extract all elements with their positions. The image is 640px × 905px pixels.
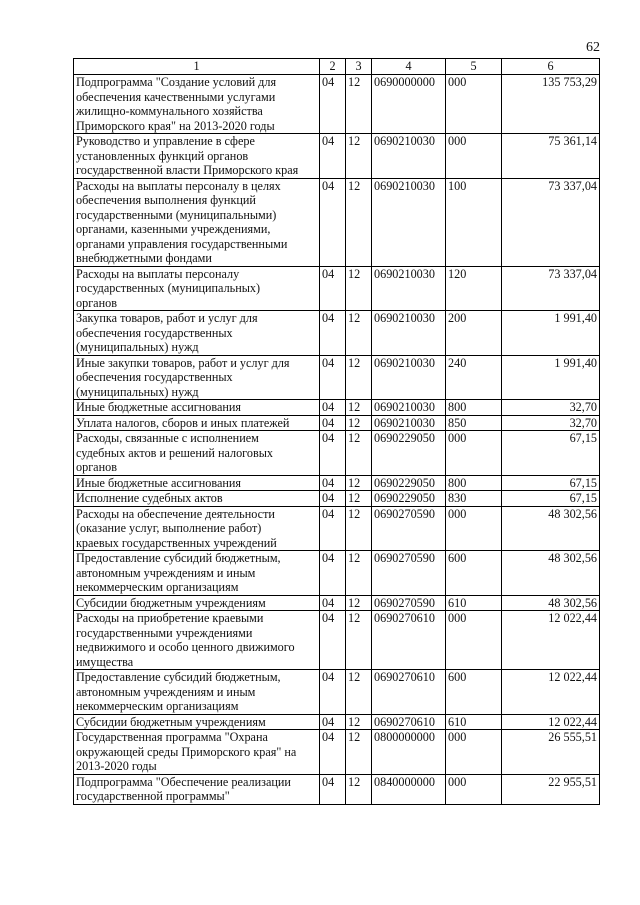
table-row xyxy=(74,774,600,804)
description-line: некоммерческим организациям xyxy=(76,699,239,713)
row-target-article: 0690270590 xyxy=(372,551,446,596)
row-expense-type: 000 xyxy=(446,431,502,476)
description-line: установленных функций органов xyxy=(76,148,249,163)
row-section-code: 04 xyxy=(320,491,346,507)
row-target-article: 0800000000 xyxy=(372,730,446,775)
description-line: имущества xyxy=(76,654,134,669)
row-subsection-code: 12 xyxy=(346,551,372,596)
page-number: 62 xyxy=(586,40,600,55)
row-description xyxy=(74,415,320,431)
description-line: судебных актов и решений налоговых xyxy=(76,445,273,460)
row-subsection-code: 12 xyxy=(346,415,372,431)
row-description xyxy=(74,75,320,134)
row-expense-type: 600 xyxy=(446,551,502,596)
description-line: Иные бюджетные ассигнования xyxy=(76,475,242,490)
row-expense-type: 800 xyxy=(446,475,502,491)
description-line: Субсидии бюджетным учреждениям xyxy=(76,714,266,729)
row-description xyxy=(74,714,320,730)
row-target-article: 0690270590 xyxy=(372,506,446,551)
table-row xyxy=(74,431,600,476)
row-description xyxy=(74,774,320,804)
row-subsection-code: 12 xyxy=(346,611,372,670)
description-line: Подпрограмма "Обеспечение реализации xyxy=(76,774,291,789)
row-amount: 73 337,04 xyxy=(502,266,600,311)
description-line: государственной программы" xyxy=(76,789,230,803)
row-section-code: 04 xyxy=(320,355,346,400)
row-section-code: 04 xyxy=(320,670,346,715)
row-target-article: 0690210030 xyxy=(372,311,446,356)
row-description xyxy=(74,355,320,400)
row-subsection-code: 12 xyxy=(346,475,372,491)
description-line: Расходы на выплаты персоналу xyxy=(76,266,240,281)
description-line: государственных (муниципальных) xyxy=(76,281,261,295)
row-subsection-code: 12 xyxy=(346,714,372,730)
row-description xyxy=(74,611,320,670)
row-expense-type: 600 xyxy=(446,670,502,715)
row-expense-type: 240 xyxy=(446,355,502,400)
row-subsection-code: 12 xyxy=(346,506,372,551)
row-expense-type: 000 xyxy=(446,75,502,134)
row-expense-type: 800 xyxy=(446,400,502,416)
row-target-article: 0690210030 xyxy=(372,266,446,311)
description-line: обеспечения выполнения функций xyxy=(76,193,256,207)
description-line: органов xyxy=(76,295,117,310)
row-expense-type: 200 xyxy=(446,311,502,356)
row-description xyxy=(74,506,320,551)
row-subsection-code: 12 xyxy=(346,774,372,804)
row-amount: 32,70 xyxy=(502,400,600,416)
row-amount: 73 337,04 xyxy=(502,178,600,266)
row-description xyxy=(74,670,320,715)
row-section-code: 04 xyxy=(320,730,346,775)
row-section-code: 04 xyxy=(320,415,346,431)
description-line: (муниципальных) нужд xyxy=(76,340,199,354)
row-description xyxy=(74,475,320,491)
description-line: Иные бюджетные ассигнования xyxy=(76,400,242,414)
row-amount: 48 302,56 xyxy=(502,595,600,611)
row-subsection-code: 12 xyxy=(346,730,372,775)
description-line: некоммерческим организациям xyxy=(76,580,239,594)
description-line: Уплата налогов, сборов и иных платежей xyxy=(76,415,290,430)
row-expense-type: 000 xyxy=(446,611,502,670)
description-line: 2013-2020 годы xyxy=(76,759,157,773)
row-amount: 135 753,29 xyxy=(502,75,600,134)
description-line: Предоставление субсидий бюджетным, xyxy=(76,670,281,684)
row-target-article: 0690210030 xyxy=(372,415,446,431)
table-row xyxy=(74,611,600,670)
row-description xyxy=(74,311,320,356)
row-target-article: 0690210030 xyxy=(372,400,446,416)
row-target-article: 0690000000 xyxy=(372,75,446,134)
description-line: Исполнение судебных актов xyxy=(76,491,223,505)
row-subsection-code: 12 xyxy=(346,670,372,715)
table-row xyxy=(74,595,600,611)
row-description xyxy=(74,400,320,416)
description-line: внебюджетными фондами xyxy=(76,251,212,265)
row-section-code: 04 xyxy=(320,551,346,596)
description-line: Субсидии бюджетным учреждениям xyxy=(76,595,266,610)
description-line: Закупка товаров, работ и услуг для xyxy=(76,311,258,325)
table-row xyxy=(74,551,600,596)
row-section-code: 04 xyxy=(320,266,346,311)
description-line: Приморского края" на 2013-2020 годы xyxy=(76,118,275,133)
row-amount: 12 022,44 xyxy=(502,714,600,730)
row-amount: 22 955,51 xyxy=(502,774,600,804)
description-line: обеспечения государственных xyxy=(76,370,233,384)
row-section-code: 04 xyxy=(320,506,346,551)
description-line: органов xyxy=(76,460,117,474)
table-row xyxy=(74,506,600,551)
row-subsection-code: 12 xyxy=(346,491,372,507)
row-subsection-code: 12 xyxy=(346,355,372,400)
row-section-code: 04 xyxy=(320,75,346,134)
description-line: государственными учреждениями xyxy=(76,625,253,640)
description-line: Расходы на выплаты персоналу в целях xyxy=(76,178,281,193)
row-description xyxy=(74,178,320,266)
row-target-article: 0690229050 xyxy=(372,491,446,507)
row-section-code: 04 xyxy=(320,774,346,804)
row-amount: 32,70 xyxy=(502,415,600,431)
row-description xyxy=(74,266,320,311)
table-row xyxy=(74,355,600,400)
description-line: (муниципальных) нужд xyxy=(76,384,199,399)
row-amount: 26 555,51 xyxy=(502,730,600,775)
row-target-article: 0690210030 xyxy=(372,178,446,266)
row-amount: 67,15 xyxy=(502,475,600,491)
row-section-code: 04 xyxy=(320,714,346,730)
table-row xyxy=(74,475,600,491)
row-description xyxy=(74,491,320,507)
row-section-code: 04 xyxy=(320,431,346,476)
row-expense-type: 000 xyxy=(446,134,502,179)
table-row xyxy=(74,415,600,431)
row-section-code: 04 xyxy=(320,611,346,670)
row-target-article: 0690210030 xyxy=(372,355,446,400)
row-expense-type: 610 xyxy=(446,714,502,730)
row-amount: 48 302,56 xyxy=(502,551,600,596)
row-subsection-code: 12 xyxy=(346,266,372,311)
row-expense-type: 120 xyxy=(446,266,502,311)
row-amount: 75 361,14 xyxy=(502,134,600,179)
row-section-code: 04 xyxy=(320,475,346,491)
table-row xyxy=(74,491,600,507)
row-amount: 12 022,44 xyxy=(502,670,600,715)
description-line: Расходы, связанные с исполнением xyxy=(76,431,259,445)
header-col-5: 5 xyxy=(446,59,502,75)
budget-table xyxy=(73,58,600,805)
description-line: Руководство и управление в сфере xyxy=(76,134,255,148)
description-line: Иные закупки товаров, работ и услуг для xyxy=(76,355,290,370)
description-line: жилищно-коммунального хозяйства xyxy=(76,104,263,118)
header-col-2: 2 xyxy=(320,59,346,75)
row-target-article: 0690210030 xyxy=(372,134,446,179)
row-subsection-code: 12 xyxy=(346,75,372,134)
row-section-code: 04 xyxy=(320,311,346,356)
row-expense-type: 000 xyxy=(446,730,502,775)
description-line: обеспечения государственных xyxy=(76,325,233,340)
row-expense-type: 000 xyxy=(446,506,502,551)
table-row xyxy=(74,311,600,356)
row-target-article: 0690270590 xyxy=(372,595,446,611)
row-amount: 48 302,56 xyxy=(502,506,600,551)
row-target-article: 0690229050 xyxy=(372,431,446,476)
description-line: обеспечения качественными услугами xyxy=(76,89,276,104)
description-line: Государственная программа "Охрана xyxy=(76,730,268,744)
description-line: государственными (муниципальными) xyxy=(76,207,277,222)
row-section-code: 04 xyxy=(320,595,346,611)
description-line: Предоставление субсидий бюджетным, xyxy=(76,551,281,565)
row-target-article: 0690270610 xyxy=(372,714,446,730)
row-expense-type: 850 xyxy=(446,415,502,431)
row-description xyxy=(74,551,320,596)
row-subsection-code: 12 xyxy=(346,178,372,266)
table-row xyxy=(74,400,600,416)
description-line: Расходы на обеспечение деятельности xyxy=(76,506,275,521)
row-amount: 1 991,40 xyxy=(502,311,600,356)
row-subsection-code: 12 xyxy=(346,431,372,476)
row-description xyxy=(74,134,320,179)
table-row xyxy=(74,714,600,730)
description-line: органами, казенными учреждениями, xyxy=(76,222,271,236)
description-line: Подпрограмма "Создание условий для xyxy=(76,75,277,89)
row-target-article: 0690270610 xyxy=(372,670,446,715)
header-col-6: 6 xyxy=(502,59,600,75)
row-subsection-code: 12 xyxy=(346,400,372,416)
description-line: государственной власти Приморского края xyxy=(76,163,299,177)
row-target-article: 0690270610 xyxy=(372,611,446,670)
row-description xyxy=(74,730,320,775)
header-col-3: 3 xyxy=(346,59,372,75)
row-target-article: 0840000000 xyxy=(372,774,446,804)
table-row xyxy=(74,134,600,179)
row-amount: 67,15 xyxy=(502,431,600,476)
header-col-4: 4 xyxy=(372,59,446,75)
row-amount: 1 991,40 xyxy=(502,355,600,400)
row-expense-type: 610 xyxy=(446,595,502,611)
description-line: (оказание услуг, выполнение работ) xyxy=(76,521,262,535)
row-subsection-code: 12 xyxy=(346,311,372,356)
description-line: краевых государственных учреждений xyxy=(76,535,277,550)
table-row xyxy=(74,266,600,311)
row-section-code: 04 xyxy=(320,178,346,266)
description-line: органами управления государственными xyxy=(76,236,288,251)
row-amount: 12 022,44 xyxy=(502,611,600,670)
description-line: автономным учреждениям и иным xyxy=(76,565,256,580)
table-row xyxy=(74,178,600,266)
table-body xyxy=(74,75,600,805)
row-section-code: 04 xyxy=(320,400,346,416)
row-subsection-code: 12 xyxy=(346,134,372,179)
row-expense-type: 000 xyxy=(446,774,502,804)
table-row xyxy=(74,75,600,134)
description-line: окружающей среды Приморского края" на xyxy=(76,744,297,759)
row-description xyxy=(74,595,320,611)
description-line: автономным учреждениям и иным xyxy=(76,684,256,699)
row-description xyxy=(74,431,320,476)
row-target-article: 0690229050 xyxy=(372,475,446,491)
row-amount: 67,15 xyxy=(502,491,600,507)
table-row xyxy=(74,670,600,715)
header-col-1: 1 xyxy=(74,59,320,75)
description-line: Расходы на приобретение краевыми xyxy=(76,611,264,625)
description-line: недвижимого и особо ценного движимого xyxy=(76,640,295,654)
row-subsection-code: 12 xyxy=(346,595,372,611)
table-header-row xyxy=(74,59,600,75)
row-expense-type: 100 xyxy=(446,178,502,266)
row-section-code: 04 xyxy=(320,134,346,179)
table-row xyxy=(74,730,600,775)
row-expense-type: 830 xyxy=(446,491,502,507)
